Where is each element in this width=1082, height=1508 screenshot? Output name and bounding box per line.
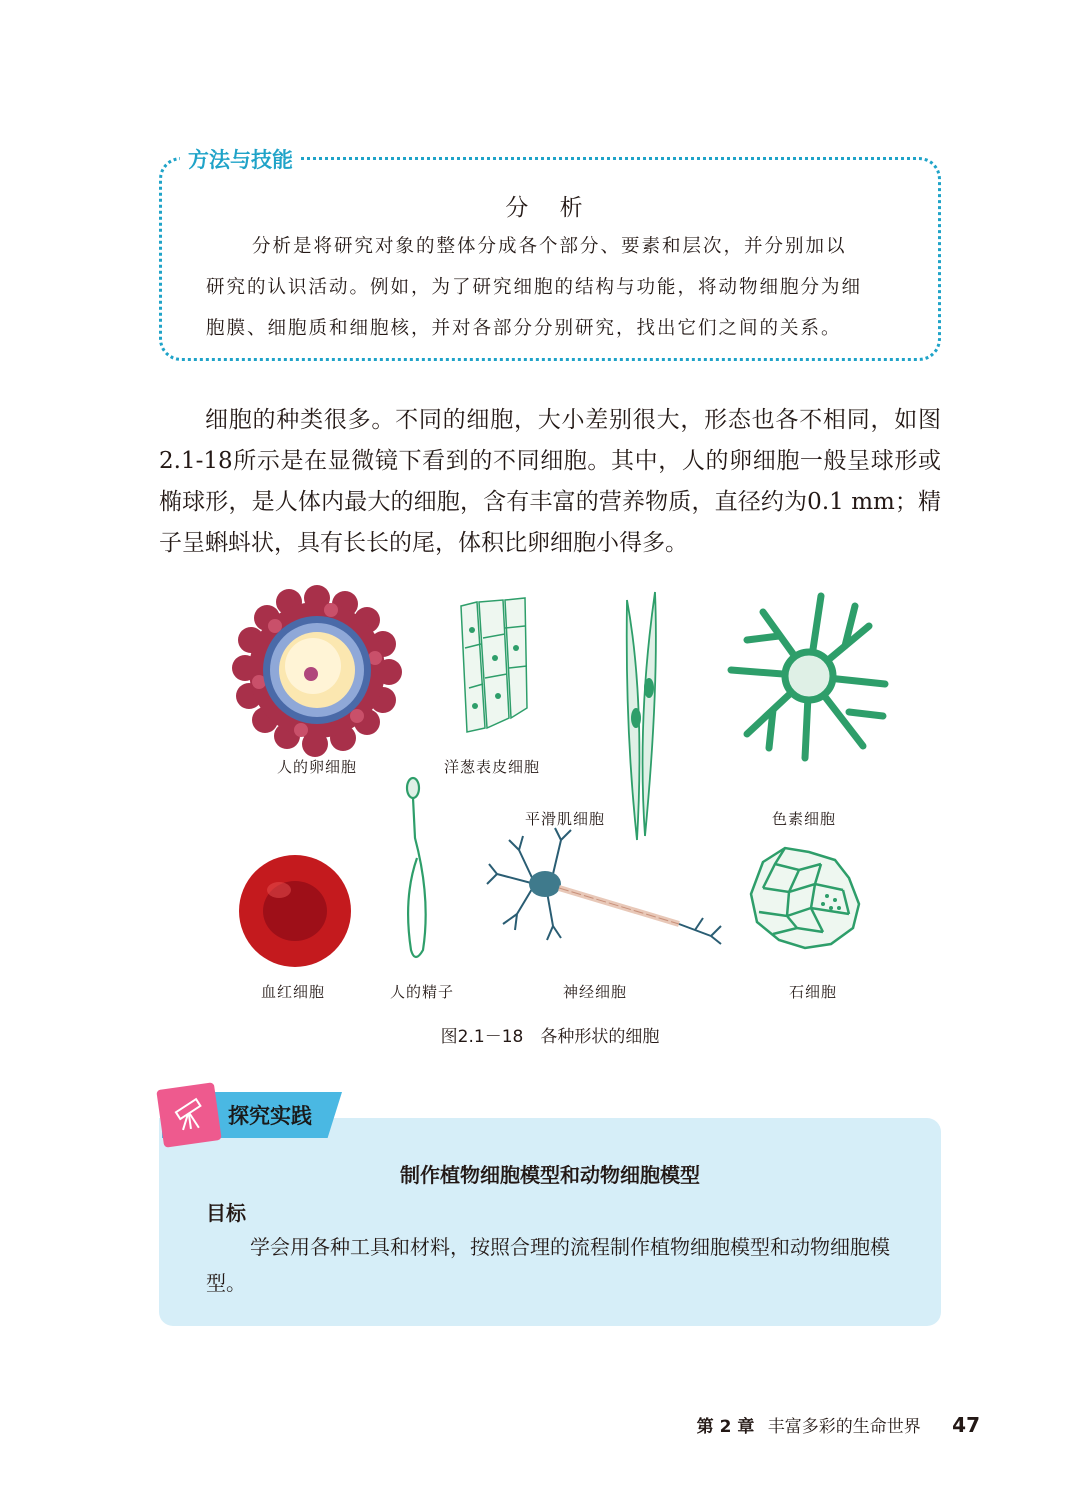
body-paragraph — [159, 400, 941, 564]
pigment-cell-illustration — [731, 596, 885, 758]
cell-figure — [159, 578, 941, 1018]
page-number: 47 — [952, 1413, 980, 1437]
goal-text-body: 学会用各种工具和材料，按照合理的流程制作植物细胞模型和动物细胞模型。 — [206, 1235, 890, 1295]
method-label: 方法与技能 — [180, 144, 301, 174]
method-title: 分 析 — [505, 195, 595, 221]
goal-text — [206, 1229, 900, 1301]
method-para-line3: 胞膜、细胞质和细胞核，并对各部分分别研究，找出它们之间的关系。 — [206, 318, 842, 339]
label-neuron: 神经细胞 — [563, 983, 628, 1001]
footer-chapter-title: 丰富多彩的生命世界 — [767, 1417, 921, 1437]
method-text — [206, 226, 906, 349]
label-sperm: 人的精子 — [390, 983, 455, 1001]
smooth-muscle-illustration — [627, 592, 656, 840]
neuron-illustration — [487, 828, 721, 944]
label-smooth-muscle-cell: 平滑肌细胞 — [525, 810, 606, 828]
method-para-line1: 分析是将研究对象的整体分成各个部分、要素和层次，并分别加以 — [252, 236, 847, 257]
telescope-icon-glyph — [169, 1095, 210, 1136]
label-onion-cell: 洋葱表皮细胞 — [444, 758, 541, 776]
cell-figure-drawing — [159, 578, 941, 1018]
method-para-line2: 研究的认识活动。例如，为了研究细胞的结构与功能，将动物细胞分为细 — [206, 277, 863, 298]
goal-heading: 目标 — [206, 1201, 246, 1225]
red-blood-cell-illustration — [239, 855, 351, 967]
practice-title: 制作植物细胞模型和动物细胞模型 — [400, 1163, 700, 1187]
body-text: 细胞的种类很多。不同的细胞，大小差别很大，形态也各不相同，如图2.1-18所示是在显微镜下看到的不同细胞。其中，人的卵细胞一般呈球形或椭球形，是人体内最大的细胞，含有丰富的营养物质，直径约为0.1 mm；精子呈蝌蚪状，具有长长的尾，体积比卵细胞小得多。 — [159, 407, 941, 556]
sperm-illustration — [407, 778, 426, 957]
figure-caption: 图2.1－18 各种形状的细胞 — [440, 1027, 660, 1047]
stone-cell-illustration — [751, 848, 859, 948]
onion-epidermis-illustration — [461, 598, 527, 732]
label-pigment-cell: 色素细胞 — [772, 810, 837, 828]
telescope-icon — [156, 1082, 222, 1148]
label-red-blood-cell: 血红细胞 — [261, 983, 326, 1001]
page-footer — [640, 1412, 980, 1437]
label-stone-cell: 石细胞 — [789, 983, 838, 1001]
footer-chapter: 第 2 章 — [696, 1417, 755, 1437]
label-egg-cell: 人的卵细胞 — [277, 758, 358, 776]
practice-label: 探究实践 — [228, 1104, 312, 1128]
egg-cell-illustration — [232, 585, 402, 757]
